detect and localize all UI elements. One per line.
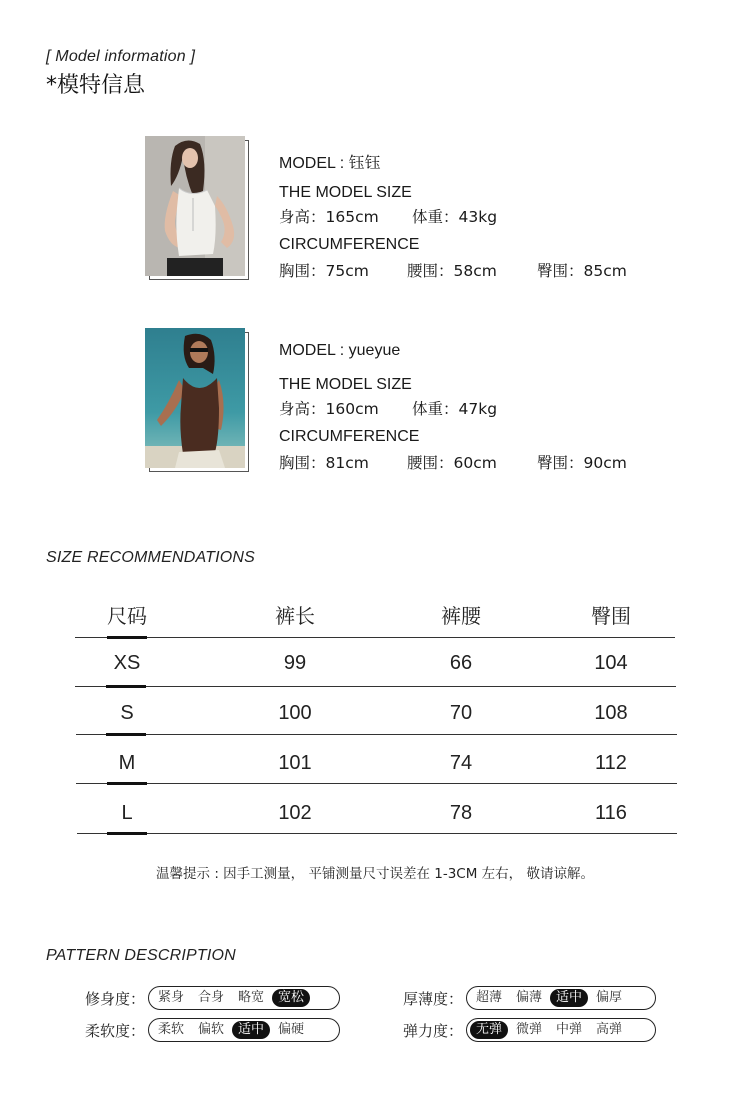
model-info-title-en: [ Model information ] xyxy=(46,48,196,65)
pattern-label: 柔软度： xyxy=(85,1022,146,1040)
model-1-circ-heading: CIRCUMFERENCE xyxy=(279,236,420,253)
pattern-label: 厚薄度： xyxy=(403,990,464,1008)
table-divider xyxy=(76,783,677,784)
model-1-image xyxy=(145,136,245,276)
table-cell: 101 xyxy=(278,752,312,774)
pattern-option: 偏厚 xyxy=(596,990,623,1005)
model-2-bust: 胸围：81cm xyxy=(279,454,369,472)
measurement-note: 温馨提示 : 因手工测量， 平铺测量尺寸误差在 1-3CM 左右， 敬请谅解。 xyxy=(156,866,594,882)
pattern-option: 中弹 xyxy=(556,1022,583,1037)
table-divider-tick xyxy=(106,733,146,736)
model-1-name: MODEL : 钰钰 xyxy=(279,155,381,172)
table-cell: M xyxy=(118,752,136,774)
pattern-scale xyxy=(466,1018,656,1042)
pattern-scale xyxy=(148,1018,340,1042)
pattern-option: 偏软 xyxy=(198,1022,225,1037)
model-1-bust: 胸围：75cm xyxy=(279,262,369,280)
table-divider-tick xyxy=(106,685,146,688)
pattern-scale xyxy=(148,986,340,1010)
pattern-option: 微弹 xyxy=(516,1022,543,1037)
pattern-description-title: PATTERN DESCRIPTION xyxy=(46,947,236,964)
pattern-option: 略宽 xyxy=(238,990,265,1005)
model-1-hip: 臀围：85cm xyxy=(537,262,627,280)
pattern-label: 修身度： xyxy=(85,990,146,1008)
table-cell: 112 xyxy=(595,752,627,774)
pattern-option: 偏硬 xyxy=(278,1022,305,1037)
model-2-name: MODEL : yueyue xyxy=(279,342,401,359)
table-divider xyxy=(76,734,677,735)
table-cell: 78 xyxy=(449,802,473,824)
pattern-option-selected: 无弹 xyxy=(470,1021,508,1039)
pattern-option-selected: 适中 xyxy=(550,989,588,1007)
model-2-size-heading: THE MODEL SIZE xyxy=(279,376,412,393)
table-divider-tick xyxy=(107,832,147,835)
table-cell: 74 xyxy=(449,752,473,774)
size-header-waist: 裤腰 xyxy=(441,604,481,628)
model-2-weight: 体重：47kg xyxy=(412,400,498,418)
pattern-option-selected: 宽松 xyxy=(272,989,310,1007)
pattern-option-selected: 适中 xyxy=(232,1021,270,1039)
pattern-option: 柔软 xyxy=(158,1022,185,1037)
size-recommendations-title: SIZE RECOMMENDATIONS xyxy=(46,549,256,566)
pattern-option: 超薄 xyxy=(476,990,503,1005)
model-2-hip: 臀围：90cm xyxy=(537,454,627,472)
table-divider xyxy=(75,637,675,638)
pattern-option: 合身 xyxy=(198,990,225,1005)
model-1-weight: 体重：43kg xyxy=(412,208,498,226)
pattern-label: 弹力度： xyxy=(403,1022,464,1040)
table-cell: 104 xyxy=(594,652,628,674)
table-cell: 108 xyxy=(594,702,628,724)
table-cell: S xyxy=(120,702,134,724)
table-cell: 116 xyxy=(595,802,627,824)
table-divider-tick xyxy=(107,636,147,639)
model-1-waist: 腰围：58cm xyxy=(407,262,497,280)
model-1-height: 身高：165cm xyxy=(279,208,379,226)
table-cell: 66 xyxy=(449,652,473,674)
model-photo-1 xyxy=(145,136,249,280)
pattern-option: 紧身 xyxy=(158,990,185,1005)
table-cell: XS xyxy=(113,652,141,674)
size-header-hip: 臀围 xyxy=(591,604,631,628)
model-info-title-cn: *模特信息 xyxy=(46,73,146,98)
model-2-height: 身高：160cm xyxy=(279,400,379,418)
model-1-size-heading: THE MODEL SIZE xyxy=(279,184,412,201)
size-header-size: 尺码 xyxy=(107,604,147,628)
table-cell: 70 xyxy=(449,702,473,724)
pattern-scale xyxy=(466,986,656,1010)
table-cell: 99 xyxy=(283,652,307,674)
table-divider xyxy=(77,833,677,834)
table-divider xyxy=(75,686,676,687)
model-2-waist: 腰围：60cm xyxy=(407,454,497,472)
size-header-length: 裤长 xyxy=(275,604,315,628)
table-cell: L xyxy=(121,802,133,824)
pattern-option: 偏薄 xyxy=(516,990,543,1005)
table-cell: 102 xyxy=(278,802,312,824)
table-cell: 100 xyxy=(278,702,312,724)
pattern-option: 高弹 xyxy=(596,1022,623,1037)
model-photo-2 xyxy=(145,328,249,472)
model-2-circ-heading: CIRCUMFERENCE xyxy=(279,428,420,445)
model-2-image xyxy=(145,328,245,468)
table-divider-tick xyxy=(107,782,147,785)
